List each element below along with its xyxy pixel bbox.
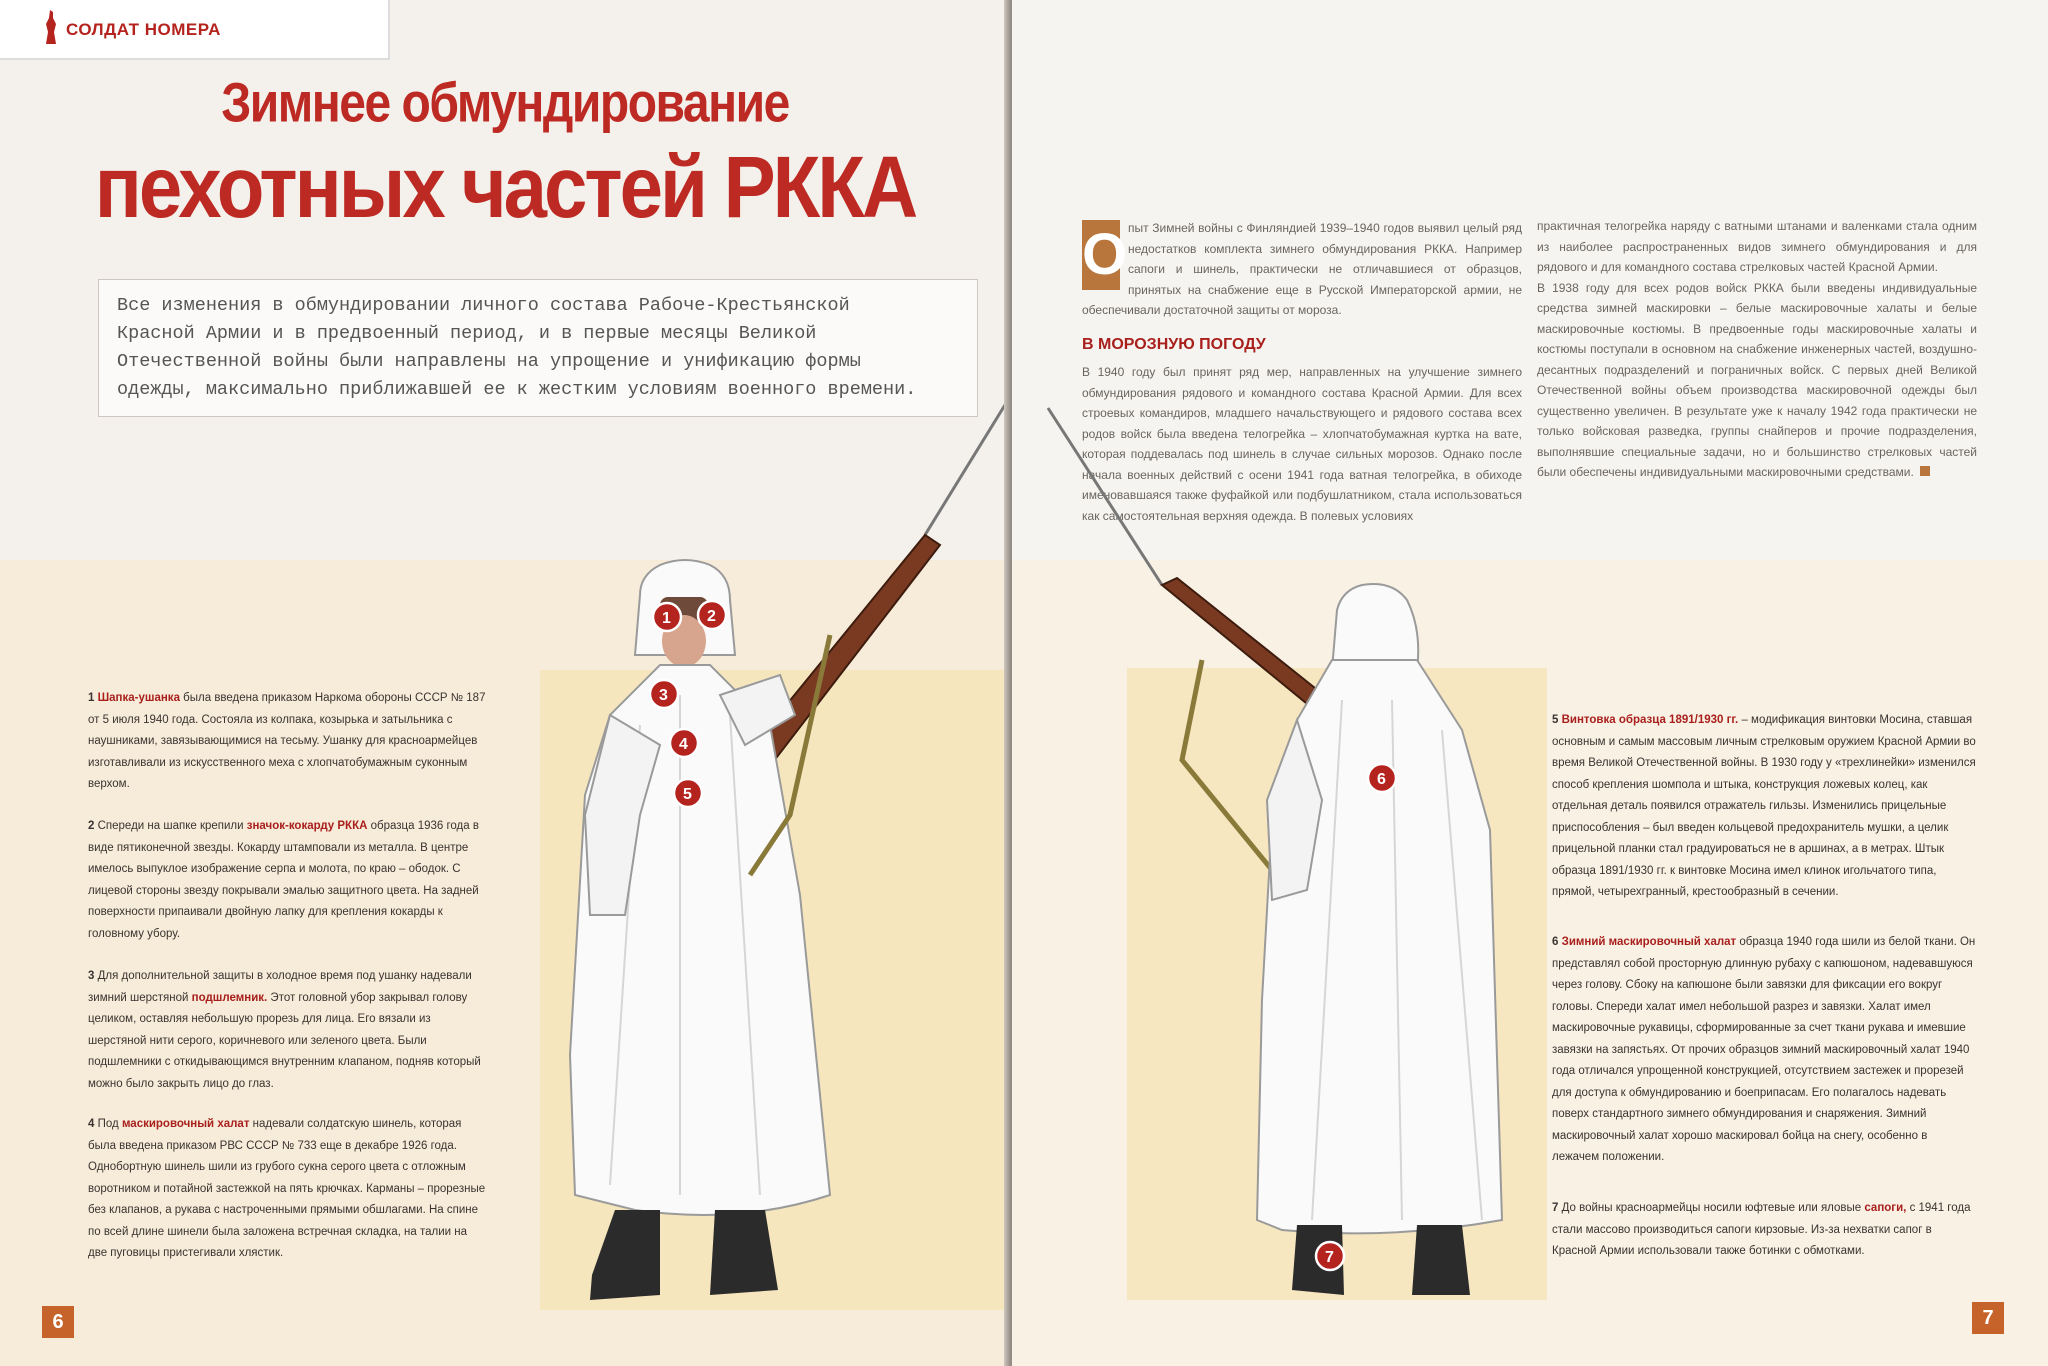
caption-term: маскировочный халат [121,1118,250,1130]
svg-text:6: 6 [1377,771,1386,788]
body-column-1 [1082,218,1522,321]
soldier-back-illustration [1012,400,1572,1320]
caption-2: 2 Спереди на шапке крепили значок-кокарду РККА образца 1936 года в виде пятиконечной звезды. Кокарду штамповали из металла. В центре имелось выпуклое изображение серпа и молота, по краю – ободок. С лицевой стороны звезду покрывали эмалью защитного цвета. На задней поверхности припаивали двойную лапку для крепления кокарды к головному убору. [88,820,479,940]
body-paragraph: пыт Зимней войны с Финляндией 1939–1940 годов выявил целый ряд недостатков комплекта зимнего обмундирования РККА. Например сапоги и шинель, практически не отличавшиеся от образцов, принятых на снабжение еще в Русской Императорской армии, не обеспечивали достаточной защиты от мороза. [1082,221,1522,317]
intro-line: Все изменения в обмундировании личного состава Рабоче-Крестьянской [117,295,850,316]
soldier-front-illustration [530,395,1010,1315]
callout-badge-3 [650,680,678,708]
intro-line: Отечественной войны были направлены на упрощение и унификацию формы [117,351,861,372]
caption-term: Винтовка образца 1891/1930 гг. [1561,714,1739,726]
section-label: СОЛДАТ НОМЕРА [66,20,221,39]
end-mark [1920,466,1930,476]
callout-badge-5 [674,779,702,807]
caption-6: 6 Зимний маскировочный халат образца 1940 года шили из белой ткани. Он представлял собой просторную длинную рубаху с капюшоном, надевавшуюся через голову. Сбоку на капюшоне были завязки для фиксации его вокруг головы. Спереди халат имел небольшой разрез и завязки. Халат имел маскировочные рукавицы, сформированные за счет ткани рукава и имевшие завязки на запястьях. От прочих образцов зимний маскировочный халат 1940 года отличался упрощенной конструкцией, отсутствием застежек и прорезей для доступа к обмундированию и боеприпасам. Его полагалось надевать поверх стандартного зимнего обмундирования и снаряжения. Зимний маскировочный халат хорошо маскировал бойца на снегу, особенно в лежачем положении. [1552,936,1976,1163]
drop-cap: О [1082,220,1120,290]
caption-term: сапоги, [1864,1202,1907,1214]
svg-text:3: 3 [659,687,668,704]
callout-badge-4 [670,729,698,757]
callout-badge-7 [1316,1242,1344,1270]
section-tab [0,0,390,60]
page-number-right: 7 [1972,1302,2004,1334]
title-line-2: пехотных частей РККА [94,137,916,237]
svg-text:1: 1 [662,610,671,627]
soldier-statue-icon [44,10,58,44]
caption-term: значок-кокарду РККА [246,820,368,832]
body-paragraph: В 1940 году был принят ряд мер, направленных на улучшение зимнего обмундирования рядового и командного состава Красной Армии. Для всех строевых командиров, младшего начальствующего и рядового состава всех родов войск была введена телогрейка – хлопчатобумажная куртка на вате, которая поддевалась под шинель в случае сильных морозов. Однако после начала военных действий с осени 1941 года ватная телогрейка, в обиходе именовавшаяся также фуфайкой или подбушлатником, стала использоваться как самостоятельная верхняя одежда. В полевых условиях [1082,365,1522,523]
right-page [1012,0,2048,1366]
caption-term: подшлемник. [191,991,268,1004]
intro-line: одежды, максимально приближавшей ее к жестким условиям военного времени. [117,379,917,400]
caption-7: 7 До войны красноармейцы носили юфтевые или яловые сапоги, с 1941 года стали массово производиться сапоги кирзовые. Из-за нехватки сапог в Красной Армии использовали также ботинки с обмотками. [1552,1202,1971,1257]
caption-1: 1 Шапка-ушанка была введена приказом Наркома обороны СССР № 187 от 5 июля 1940 года. Состояла из колпака, козырька и затыльника с наушниками, завязывающимися на тесьму. Ушанку для красноармейцев изготавливали из искусственного меха с хлопчатобумажным суконным верхом. [88,692,486,790]
caption-3: 3 Для дополнительной защиты в холодное время под ушанку надевали зимний шерстяной подшлемник. Этот головной убор закрывал голову целиком, оставляя небольшую прорезь для лица. Его вязали из шерстяной нити серого, коричневого или зеленого цвета. Были подшлемники с откидывающимся внутренним клапаном, подняв который можно было закрыть лицо до глаз. [88,970,481,1090]
caption-5: 5 Винтовка образца 1891/1930 гг. – модификация винтовки Мосина, ставшая основным и самым массовым личным стрелковым оружием Красной Армии во время Великой Отечественной войны. В 1930 году у «трехлинейки» изменился способ крепления шомпола и штыка, конструкция ложевых колец, как отдельная деталь появился отражатель гильзы. Изменились прицельные приспособления – был введен кольцевой предохранитель мушки, а целик прицельной планки стал градуироваться не в аршинах, а в метрах. Штык образца 1891/1930 гг. к винтовке Мосина имел клинок игольчатого типа, прямой, четырехгранный, крестообразный в сечении. [1552,714,1976,898]
callout-badge-6 [1368,764,1396,792]
callout-badge-2 [698,601,726,629]
svg-text:4: 4 [679,736,688,753]
caption-term: Шапка-ушанка [97,692,180,704]
svg-text:7: 7 [1325,1249,1334,1266]
page-number-left: 6 [42,1306,74,1338]
left-page [0,0,1010,1366]
svg-text:5: 5 [683,786,692,803]
caption-term: Зимний маскировочный халат [1561,936,1737,948]
intro-line: Красной Армии и в предвоенный период, и в первые месяцы Великой [117,323,817,344]
caption-4: 4 Под маскировочный халат надевали солдатскую шинель, которая была введена приказом РВС СССР № 733 еще в декабре 1926 года. Однобортную шинель шили из грубого сукна серого цвета с отложным воротником и потайной застежкой на пять крючках. Карманы – прорезные без клапанов, а рукава с настроченными прямыми обшлагами. На спине по всей длине шинели была заложена встречная складка, на талии на две пуговицы пристегивали хлястик. [88,1118,486,1259]
title-line-1: Зимнее обмундирование [221,73,789,134]
body-paragraph: В 1938 году для всех родов войск РККА были введены индивидуальные средства зимней маскировки – белые маскировочные халаты и белые маскировочные костюмы. В предвоенные годы маскировочные халаты и костюмы поступали в основном на снабжение инженерных частей, воздушно-десантных подразделений и пограничных войск. С первых дней Великой Отечественной войны объем производства маскировочной одежды был существенно увеличен. В результате уже к началу 1942 года практически не только войсковая разведка, группы снайперов и прочие подразделения, выполнявшие специальные задачи, но и большинство стрелковых частей были обеспечены индивидуальными маскировочными средствами. [1537,280,1977,479]
svg-text:2: 2 [707,608,716,625]
callout-badge-1 [653,603,681,631]
body-column-2 [1537,216,1977,483]
body-paragraph: практичная телогрейка наряду с ватными штанами и валенками стала одним из наиболее распространенных видов зимнего обмундирования и для рядового и для командного состава стрелковых частей Красной Армии. [1537,219,1977,274]
subheading: В МОРОЗНУЮ ПОГОДУ [1082,336,1266,353]
